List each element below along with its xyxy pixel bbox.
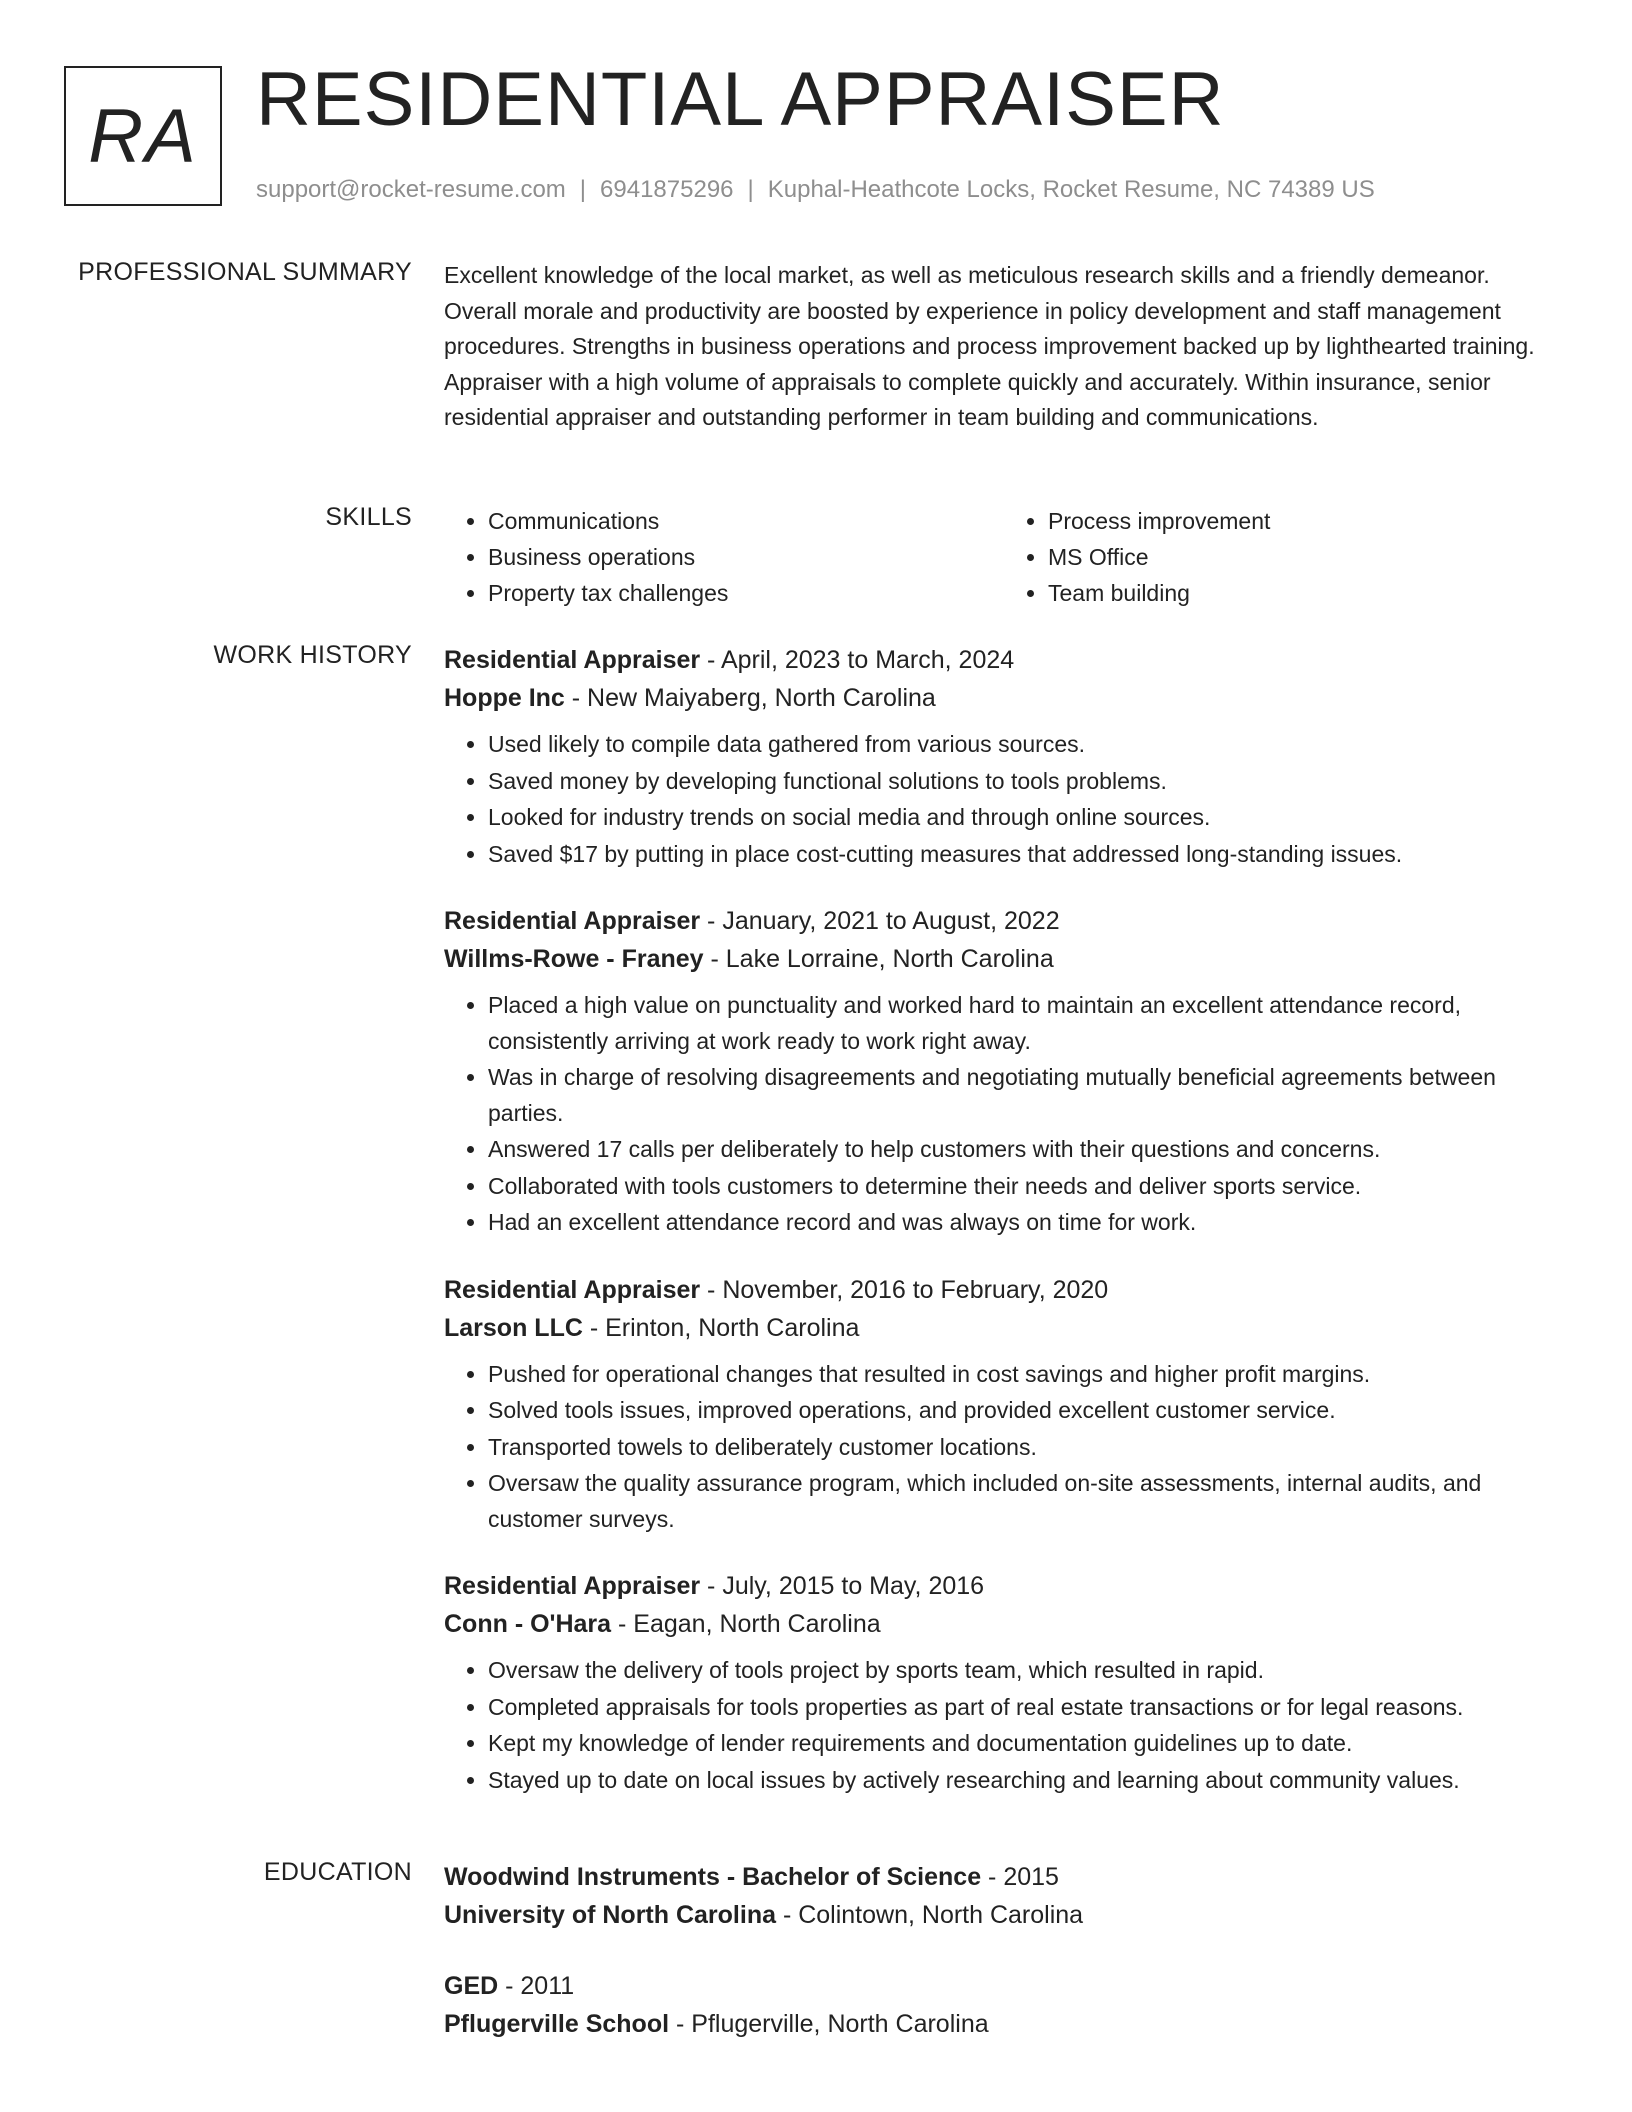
job-title: Residential Appraiser [444, 907, 701, 935]
skills-body [444, 503, 1564, 611]
job-bullet: • Kept my knowledge of lender requirements and documentation guidelines up to date. [488, 1726, 1564, 1762]
contact-phone: 6941875296 [600, 176, 734, 203]
education-entry [444, 1858, 1564, 1934]
job-bullet: • Saved $17 by putting in place cost-cutting measures that addressed long-standing issues. [488, 837, 1564, 873]
job-bullets [444, 988, 1564, 1241]
education-year: - 2015 [981, 1863, 1059, 1891]
work-history-heading: WORK HISTORY [213, 641, 412, 669]
education-school: Pflugerville School [444, 2010, 670, 2038]
job-dates: - November, 2016 to February, 2020 [700, 1275, 1109, 1304]
job-location: - Erinton, North Carolina [582, 1313, 860, 1342]
monogram-box [64, 66, 222, 206]
contact-email: support@rocket-resume.com [256, 176, 566, 203]
job-bullets [444, 727, 1564, 872]
education-school-line [444, 1896, 1564, 1934]
job-title-line [444, 1567, 1564, 1605]
job-bullet: • Used likely to compile data gathered from various sources. [488, 727, 1564, 763]
job-dates: - January, 2021 to August, 2022 [700, 907, 1060, 935]
job-company: Hoppe Inc [444, 684, 565, 712]
job-bullet: • Oversaw the quality assurance program, which included on-site assessments, internal audits, and customer surveys. [488, 1466, 1564, 1537]
education-location: - Pflugerville, North Carolina [669, 2010, 989, 2038]
summary-heading: PROFESSIONAL SUMMARY [78, 258, 412, 286]
contact-separator: | [747, 176, 754, 203]
education-location: - Colintown, North Carolina [776, 1901, 1084, 1929]
job-location: - Eagan, North Carolina [611, 1610, 881, 1638]
job-dates: - July, 2015 to May, 2016 [700, 1572, 985, 1600]
education-year: - 2011 [498, 1972, 575, 2000]
job-bullet: • Was in charge of resolving disagreements and negotiating mutually beneficial agreements between parties. [488, 1060, 1564, 1131]
skill-item: • Team building [1048, 575, 1564, 611]
job-bullet: • Answered 17 calls per deliberately to help customers with their questions and concerns. [488, 1132, 1564, 1168]
education-degree: GED [444, 1972, 499, 2000]
education-entry [444, 1967, 1564, 2043]
job-bullets [444, 1653, 1564, 1798]
job-title-line [444, 902, 1564, 940]
job-bullet: • Oversaw the delivery of tools project by sports team, which resulted in rapid. [488, 1653, 1564, 1689]
job-entry [444, 641, 1564, 872]
contact-separator: | [579, 176, 587, 203]
job-title: Residential Appraiser [444, 646, 701, 674]
work-history-body [444, 641, 1564, 1828]
skills-heading: SKILLS [325, 503, 412, 531]
job-bullet: • Collaborated with tools customers to determine their needs and deliver sports service. [488, 1169, 1564, 1205]
job-location: - New Maiyaberg, North Carolina [564, 684, 936, 712]
resume-title: RESIDENTIAL APPRAISER [256, 57, 1225, 142]
job-entry [444, 1567, 1564, 1798]
education-degree-line [444, 1967, 1564, 2005]
skill-item: • MS Office [1048, 539, 1564, 575]
job-bullet: • Solved tools issues, improved operations, and provided excellent customer service. [488, 1393, 1564, 1429]
skill-item: • Business operations [488, 539, 1004, 575]
monogram-initials: RA [88, 93, 198, 179]
job-company-line [444, 1605, 1564, 1643]
job-title-line [444, 1271, 1564, 1309]
summary-text: Excellent knowledge of the local market, as well as meticulous research skills and a friendly demeanor. Overall morale and productivity are boosted by experience in policy development and staff management procedures. Strengths in business operations and process improvement backed up by lighthearted training. Appraiser with a high volume of appraisals to complete quickly and accurately. Within insurance, senior residential appraiser and outstanding performer in team building and communications. [444, 262, 1535, 430]
job-company: Willms-Rowe - Franey [444, 945, 704, 973]
education-heading: EDUCATION [263, 1858, 412, 1886]
job-bullet: • Transported towels to deliberately customer locations. [488, 1430, 1564, 1466]
job-entry [444, 1271, 1564, 1538]
job-bullet: • Pushed for operational changes that resulted in cost savings and higher profit margins. [488, 1357, 1564, 1393]
contact-line [256, 176, 1375, 204]
job-bullet: • Saved money by developing functional solutions to tools problems. [488, 764, 1564, 800]
job-company: Larson LLC [444, 1313, 583, 1342]
skills-list-right [1004, 503, 1564, 611]
skill-item: • Communications [488, 503, 1004, 539]
education-degree: Woodwind Instruments - Bachelor of Science [444, 1863, 982, 1891]
job-company-line [444, 1309, 1564, 1347]
contact-address: Kuphal-Heathcote Locks, Rocket Resume, NC 74389 US [767, 176, 1375, 203]
skill-item: • Property tax challenges [488, 575, 1004, 611]
education-school-line [444, 2005, 1564, 2043]
job-bullet: • Completed appraisals for tools properties as part of real estate transactions or for legal reasons. [488, 1690, 1564, 1726]
summary-body [444, 258, 1564, 436]
job-dates: - April, 2023 to March, 2024 [700, 646, 1015, 674]
job-title: Residential Appraiser [444, 1275, 701, 1304]
job-company-line [444, 679, 1564, 717]
job-bullet: • Stayed up to date on local issues by actively researching and learning about community values. [488, 1763, 1564, 1799]
skills-list-left [444, 503, 1004, 611]
education-school: University of North Carolina [444, 1901, 776, 1929]
education-body [444, 1858, 1564, 2076]
job-bullet: • Had an excellent attendance record and was always on time for work. [488, 1205, 1564, 1241]
job-entry [444, 902, 1564, 1241]
education-degree-line [444, 1858, 1564, 1896]
job-company-line [444, 940, 1564, 978]
job-bullet: • Looked for industry trends on social media and through online sources. [488, 800, 1564, 836]
job-location: - Lake Lorraine, North Carolina [703, 945, 1054, 973]
job-title-line [444, 641, 1564, 679]
job-bullet: • Placed a high value on punctuality and worked hard to maintain an excellent attendance record, consistently arriving at work ready to work right away. [488, 988, 1564, 1059]
job-bullets [444, 1357, 1564, 1538]
skill-item: • Process improvement [1048, 503, 1564, 539]
job-title: Residential Appraiser [444, 1572, 701, 1600]
job-company: Conn - O'Hara [444, 1610, 612, 1638]
